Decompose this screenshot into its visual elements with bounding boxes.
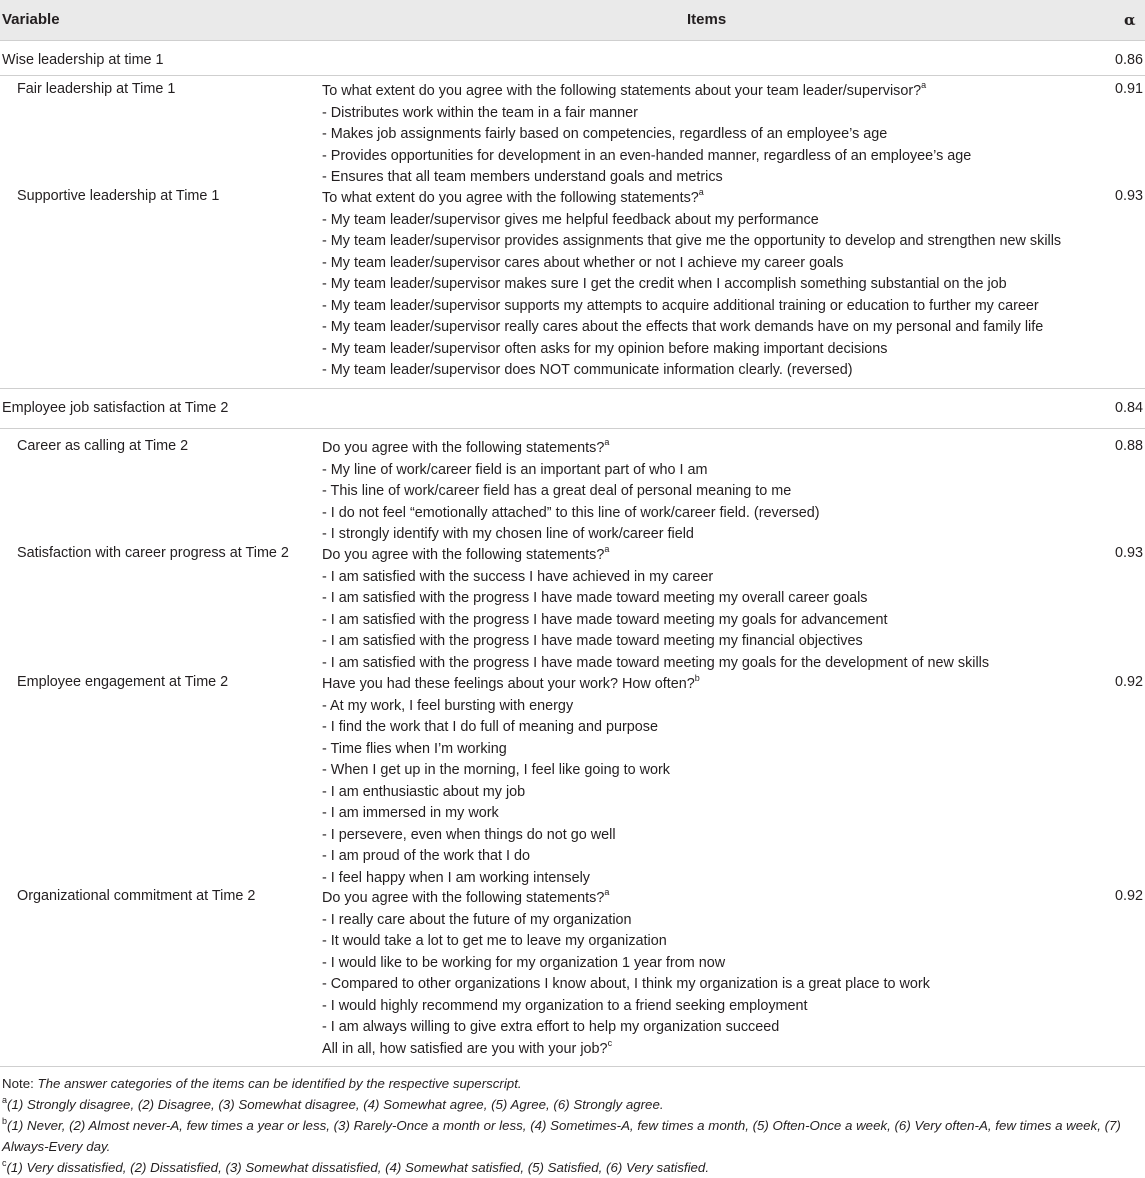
- alpha-value: 0.92: [1114, 674, 1143, 690]
- items-cell: [322, 674, 700, 889]
- group-alpha: 0.84: [1114, 400, 1143, 416]
- item-line: - Makes job assignments fairly based on competencies, regardless of an employee’s age: [322, 126, 888, 142]
- item-line: - It would take a lot to get me to leave my organization: [322, 933, 667, 949]
- divider: [0, 428, 1145, 429]
- item-line: - My team leader/supervisor cares about whether or not I achieve my career goals: [322, 254, 844, 271]
- item-line: - My team leader/supervisor often asks for my opinion before making important decisions: [322, 340, 888, 357]
- group-alpha: 0.86: [1114, 52, 1143, 68]
- item-line: - I am satisfied with the progress I have made toward meeting my overall career goals: [322, 590, 868, 606]
- item-line: - I would highly recommend my organization to a friend seeking employment: [322, 997, 808, 1014]
- header-items: Items: [687, 11, 727, 28]
- divider: [0, 75, 1145, 76]
- header-variable: Variable: [2, 11, 60, 28]
- item-line: - I feel happy when I am working intensely: [322, 869, 590, 886]
- question-line: Have you had these feelings about your work? How often?$^b$: [322, 673, 700, 692]
- alpha-value: 0.93: [1114, 188, 1143, 204]
- variable-label: Satisfaction with career progress at Time 2: [17, 545, 289, 561]
- item-line: - I am satisfied with the progress I have made toward meeting my goals for advancement: [322, 611, 888, 628]
- item-line: - Distributes work within the team in a fair manner: [322, 104, 638, 121]
- divider: [0, 1066, 1145, 1067]
- item-line: - When I get up in the morning, I feel like going to work: [322, 762, 670, 778]
- footnote-b: $^b$(1) Never, (2) Almost never-A, few times a year or less, (3) Rarely-Once a month or less, (4) Sometimes-A, few times a month, (5) Often-Once a week, (6) Very often-A, few times a week, (7): [2, 1115, 1121, 1133]
- item-line: - I am proud of the work that I do: [322, 848, 530, 864]
- question-line: Do you agree with the following statements?$^a$: [322, 887, 610, 906]
- table-notes: [2, 1073, 1142, 1178]
- items-cell: [322, 438, 820, 546]
- item-line: - I find the work that I do full of meaning and purpose: [322, 719, 658, 735]
- variable-label: Supportive leadership at Time 1: [17, 188, 220, 204]
- item-line: - I really care about the future of my organization: [322, 911, 632, 928]
- item-line: - My team leader/supervisor really cares about the effects that work demands have on my personal and family life: [322, 319, 1044, 335]
- item-line: - Ensures that all team members understand goals and metrics: [322, 169, 723, 185]
- item-line: - My line of work/career field is an important part of who I am: [322, 461, 708, 478]
- variable-label: Fair leadership at Time 1: [17, 81, 176, 97]
- item-line: - I do not feel “emotionally attached” to this line of work/career field. (reversed): [322, 504, 820, 521]
- alpha-value: 0.91: [1114, 81, 1143, 97]
- item-line: - I am immersed in my work: [322, 805, 499, 821]
- item-line: - I am satisfied with the success I have achieved in my career: [322, 568, 714, 585]
- item-line: - At my work, I feel bursting with energy: [322, 697, 574, 714]
- variable-label: Career as calling at Time 2: [17, 438, 189, 454]
- item-line: - I persevere, even when things do not go well: [322, 826, 616, 843]
- alpha-value: 0.88: [1114, 438, 1143, 454]
- question-line: To what extent do you agree with the following statements?$^a$: [322, 187, 704, 206]
- items-cell: [322, 888, 930, 1060]
- table-header: [0, 0, 1145, 41]
- question-line: Do you agree with the following statements?$^a$: [322, 437, 610, 456]
- item-line: - I am always willing to give extra effort to help my organization succeed: [322, 1019, 780, 1035]
- final-question-line: All in all, how satisfied are you with your job?$^c$: [322, 1037, 613, 1057]
- note-line: Note: The answer categories of the items can be identified by the respective superscript.: [2, 1076, 522, 1091]
- group-label: Wise leadership at time 1: [2, 52, 164, 68]
- question-line: To what extent do you agree with the following statements about your team leader/supervisor?$^a$: [322, 80, 927, 99]
- footnote-c: $^c$(1) Very dissatisfied, (2) Dissatisfied, (3) Somewhat dissatisfied, (4) Somewhat satisfied, (5) Satisfied, (6) Very satisfied.: [2, 1157, 710, 1175]
- item-line: - Provides opportunities for development in an even-handed manner, regardless of an employee’s age: [322, 147, 972, 164]
- divider: [0, 388, 1145, 389]
- footnote-b-cont: Always-Every day.: [2, 1139, 111, 1154]
- items-cell: [322, 188, 1061, 382]
- item-line: - Time flies when I’m working: [322, 740, 507, 757]
- items-cell: [322, 545, 989, 674]
- item-line: - I strongly identify with my chosen line of work/career field: [322, 526, 694, 542]
- item-line: - My team leader/supervisor does NOT communicate information clearly. (reversed): [322, 362, 853, 378]
- alpha-value: 0.92: [1114, 888, 1143, 904]
- item-line: - Compared to other organizations I know about, I think my organization is a great place to work: [322, 976, 930, 992]
- variable-label: Organizational commitment at Time 2: [17, 888, 256, 904]
- footnote-a: $^a$(1) Strongly disagree, (2) Disagree, (3) Somewhat disagree, (4) Somewhat agree, (5) Agree, (6) Strongly agree.: [2, 1094, 664, 1112]
- items-cell: [322, 81, 971, 189]
- group-label: Employee job satisfaction at Time 2: [2, 400, 229, 416]
- variable-label: Employee engagement at Time 2: [17, 674, 229, 690]
- item-line: - My team leader/supervisor provides assignments that give me the opportunity to develop and strengthen new skills: [322, 233, 1062, 249]
- item-line: - This line of work/career field has a great deal of personal meaning to me: [322, 483, 792, 499]
- header-alpha: α: [1124, 11, 1136, 29]
- item-line: - I am satisfied with the progress I have made toward meeting my goals for the development of new skills: [322, 654, 990, 671]
- item-line: - I would like to be working for my organization 1 year from now: [322, 954, 726, 971]
- item-line: - I am satisfied with the progress I have made toward meeting my financial objectives: [322, 633, 863, 649]
- item-line: - My team leader/supervisor supports my attempts to acquire additional training or education to further my career: [322, 297, 1039, 314]
- alpha-value: 0.93: [1114, 545, 1143, 561]
- question-line: Do you agree with the following statements?$^a$: [322, 544, 610, 563]
- item-line: - I am enthusiastic about my job: [322, 783, 526, 800]
- item-line: - My team leader/supervisor gives me helpful feedback about my performance: [322, 211, 819, 228]
- item-line: - My team leader/supervisor makes sure I get the credit when I accomplish something substantial on the job: [322, 276, 1007, 292]
